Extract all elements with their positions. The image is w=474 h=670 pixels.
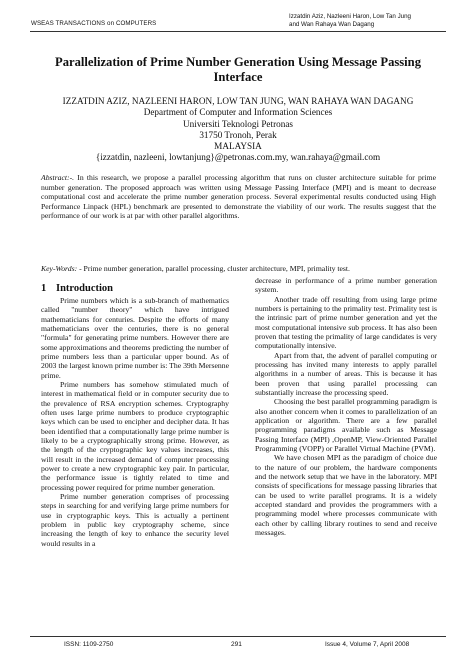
page-number: 291 <box>231 641 242 648</box>
author-block <box>30 96 446 164</box>
paragraph: decrease in performance of a prime number generation system. <box>255 276 437 295</box>
paragraph: Prime numbers which is a sub-branch of mathematics called "number theory" which have intrigued mathematicians for centuries. Despite the efforts of many mathematicians over the centuries, there is no general "formula" for generating prime numbers. However there are some approximations and theorems predicting the number of prime numbers less than a particular upper bound. As of 2003 the largest known prime number is: The 39th Mersenne prime. <box>41 296 229 380</box>
footer-issn: ISSN: 1109-2750 <box>64 641 114 648</box>
header-rule <box>30 31 446 32</box>
author-department: Department of Computer and Information Sciences <box>143 107 333 118</box>
keywords-text: - Prime number generation, parallel processing, cluster architecture, MPI, primality test. <box>77 264 350 273</box>
paragraph: Another trade off resulting from using large prime numbers is pertaining to the primality test. Primality test is the intrinsic part of prime number generation and yet the most computational intensive sub process. It has also been proven that testing the primality of large candidates is very computationally intensive. <box>255 294 437 351</box>
author-country: MALAYSIA <box>214 141 262 152</box>
paragraph: Apart from that, the advent of parallel computing or processing has invited many interests to apply parallel algorithms in a number of areas. This is because it has been proven that using parallel processing can substantially increase the processing speed. <box>255 350 437 397</box>
abstract <box>41 173 436 221</box>
paragraph: We have chosen MPI as the paradigm of choice due to the nature of our problem, the hardware components and the network setup that we have in the laboratory. MPI consists of specifications for message passing libraries that can be used to write parallel programs. It is a widely accepted standard and provides the programmers with a programming model where processes communicate with each other by calling library routines to send and receive messages. <box>255 453 437 537</box>
section-heading <box>41 283 113 294</box>
right-column <box>255 276 437 537</box>
section-number: 1 <box>41 283 47 294</box>
left-column <box>41 296 229 548</box>
paragraph: Choosing the best parallel programming paradigm is also another concern when it comes to parallelization of an application or algorithm. There are a few parallel programming paradigms available such as Message Passing Interface (MPI) ,OpenMP, View-Oriented Parallel Programming (VOPP) or Parallel Virtual Machine (PVM). <box>255 397 437 453</box>
abstract-label: Abstract:-. <box>41 173 75 182</box>
paper-title: Parallelization of Prime Number Generation Using Message Passing Interface <box>55 55 421 84</box>
footer-rule <box>30 636 446 637</box>
keywords <box>41 264 436 274</box>
running-authors <box>289 13 459 29</box>
footer-issue: Issue 4, Volume 7, April 2008 <box>325 641 410 648</box>
journal-name: WSEAS TRANSACTIONS on COMPUTERS <box>31 20 157 27</box>
running-authors-line-2: and Wan Rahaya Wan Dagang <box>289 21 375 28</box>
paragraph: Prime number generation comprises of processing steps in searching for and verifying large prime numbers for use in cryptographic keys. This is actually a pertinent problem in public key cryptography scheme, since increasing the length of key to enhance the security level would results in a <box>41 491 229 548</box>
section-title: Introduction <box>56 283 113 294</box>
author-names: IZZATDIN AZIZ, NAZLEENI HARON, LOW TAN JUNG, WAN RAHAYA WAN DAGANG <box>62 96 414 106</box>
paragraph: Prime numbers has somehow stimulated much of interest in mathematical field or in computer security due to the prevalence of RSA encryption schemes. Cryptography often uses large prime numbers to produce cryptographic keys which can be used to encipher and decipher data. It has been identified that a computationally large prime number is likely to be a cryptographically strong prime. However, as the length of the cryptographic key values increases, this will result in the increased demand of computer processing power to create a new cryptographic key pair. In particular, the performance issue is tightly related to time and processing power required for prime number generation. <box>41 379 229 492</box>
keywords-label: Key-Words: <box>41 264 78 273</box>
author-university: Universiti Teknologi Petronas <box>183 118 293 129</box>
running-authors-line-1: Izzatdin Aziz, Nazleeni Haron, Low Tan Jung <box>289 13 411 20</box>
author-address: 31750 Tronoh, Perak <box>199 129 277 140</box>
author-emails: {izzatdin, nazleeni, lowtanjung}@petronas.com.my, wan.rahaya@gmail.com <box>95 152 381 163</box>
abstract-text: In this research, we propose a parallel processing algorithm that runs on cluster architecture suitable for prime number generation. The proposed approach was written using Message Passing Interface (MPI) and is meant to decrease computational cost and accelerate the prime number generation process. Several experimental results conducted using High Performance Linpack (HPL) benchmark are presented to demonstrate the viability of our work. The results suggest that the performance of our work is at par with other parallel algorithms. <box>41 173 436 221</box>
